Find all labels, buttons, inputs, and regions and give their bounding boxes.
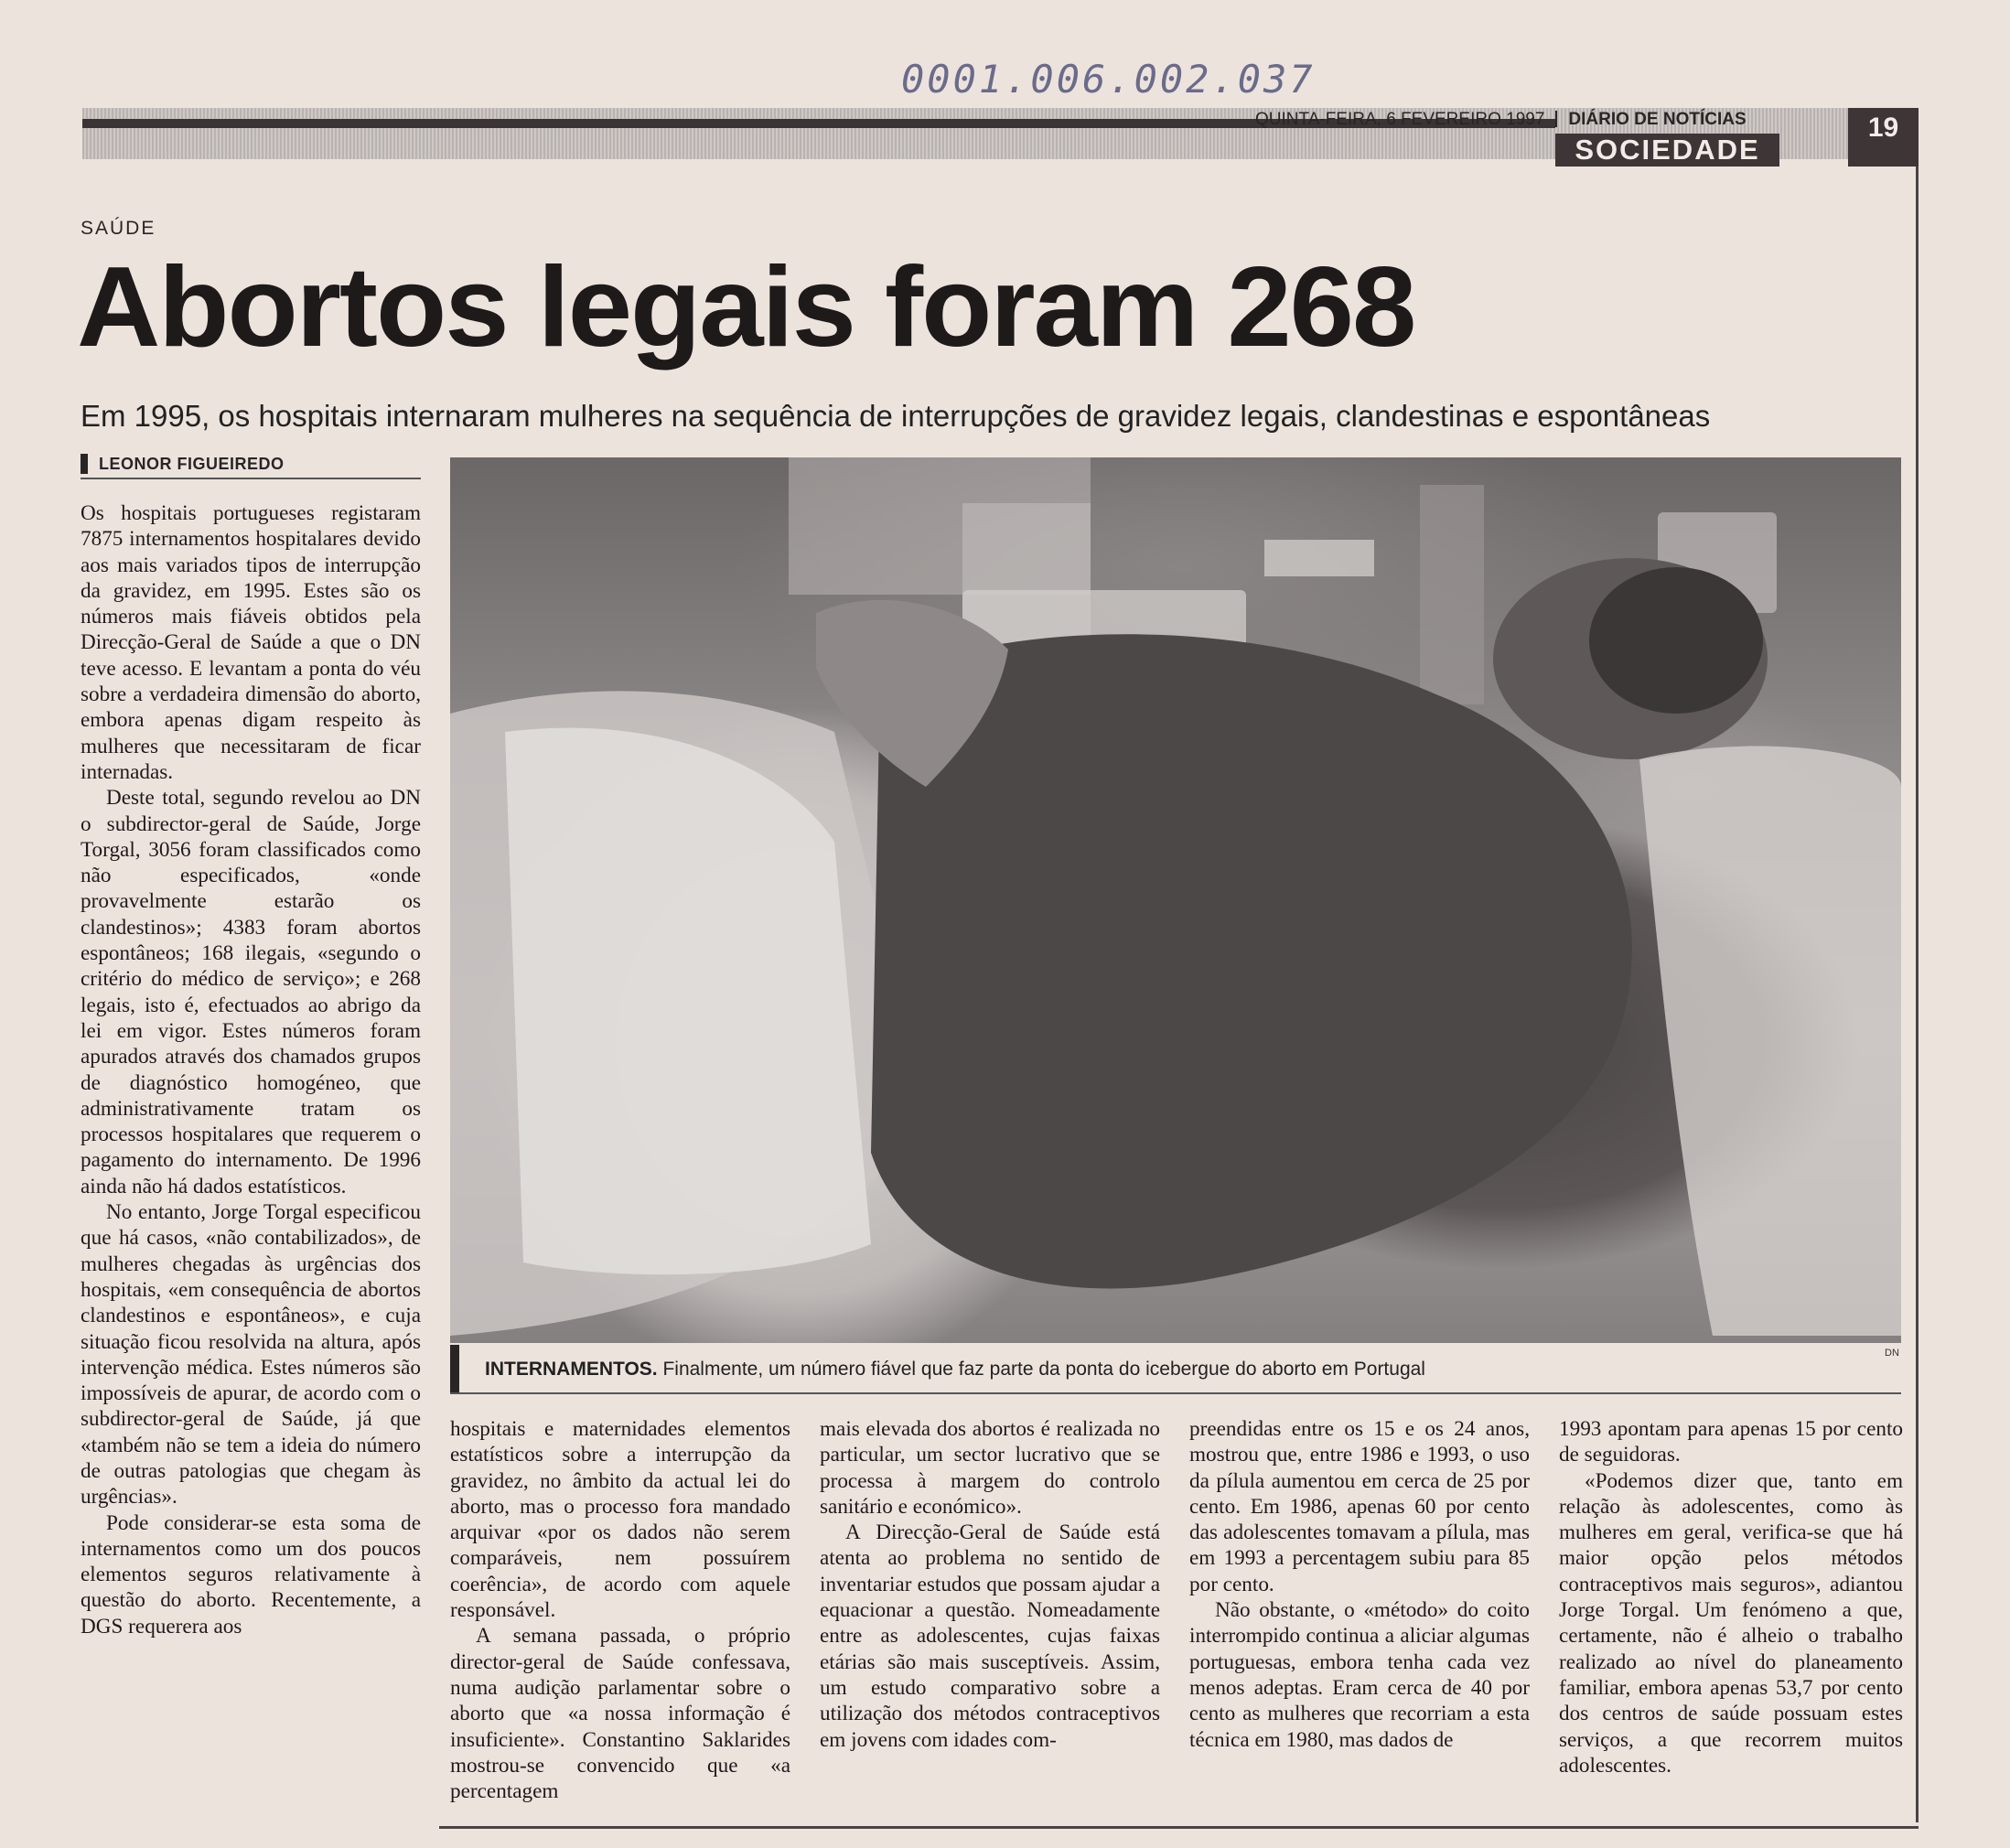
paragraph: Não obstante, o «método» do coito interrompido continua a aliciar algumas portuguesas, embora tenha cada vez menos adeptas. Eram cerca de 40 por cento as mulheres que recorriam a esta técnica em 1980, mas dados de	[1189, 1598, 1530, 1752]
issue-date: QUINTA-FEIRA, 6 FEVEREIRO 1997	[1255, 110, 1545, 129]
photo-credit: DN	[1885, 1348, 1899, 1359]
paragraph: Os hospitais portugueses registaram 7875 internamentos hospitalares devido aos mais variados tipos de interrupção da gravidez, em 1995. Estes são os números mais fiáveis obtidos pela Direcção-Geral de Saúde a que o DN teve acesso. E levantam a ponta do véu sobre a verdadeira dimensão do aborto, embora apenas digam respeito às mulheres que necessitaram de ficar internadas.	[81, 501, 421, 784]
column-rule	[1916, 167, 1919, 1822]
photo-caption	[485, 1359, 1425, 1381]
paragraph: hospitais e maternidades elementos estatísticos sobre a interrupção da gravidez, no âmbito da actual lei do aborto, mas o processo fora mandado arquivar «por os dados não serem comparáveis, nem possuírem coerência», de acordo com aquele responsável.	[450, 1417, 790, 1623]
archive-code: 0001.006.002.037	[901, 57, 1316, 102]
caption-lead: INTERNAMENTOS.	[485, 1359, 658, 1380]
article-column-5	[1559, 1416, 1903, 1778]
paragraph: «Podemos dizer que, tanto em relação às adolescentes, como às mulheres em geral, verifica-se que há maior opção pelos métodos contraceptivos mais seguros», adiantou Jorge Torgal. Um fenómeno a que, certamente, não é alheio o trabalho realizado ao nível do planeamento familiar, embora apenas 53,7 por cento dos centros de saúde possuam estes serviços, a que recorrem muitos adolescentes.	[1559, 1468, 1903, 1778]
paragraph: A Direcção-Geral de Saúde está atenta ao problema no sentido de inventariar estudos que possam ajudar a equacionar a questão. Nomeadamente entre as adolescentes, cujas faixas etárias são mais susceptíveis. Assim, um estudo comparativo sobre a utilização dos métodos contraceptivos em jovens com idades com-	[820, 1520, 1160, 1752]
article-author: LEONOR FIGUEIREDO	[81, 454, 285, 474]
article-kicker: SAÚDE	[81, 218, 156, 239]
article-subheadline: Em 1995, os hospitais internaram mulheres na sequência de interrupções de gravidez legais, clandestinas e espontâneas	[81, 399, 1711, 433]
paragraph: mais elevada dos abortos é realizada no particular, um sector lucrativo que se processa à margem do controlo sanitário e económico».	[820, 1417, 1160, 1519]
article-column-3	[820, 1416, 1160, 1753]
paragraph: preendidas entre os 15 e os 24 anos, mostrou que, entre 1986 e 1993, o uso da pílula aumentou em cerca de 25 por cento. Em 1986, apenas 60 por cento das adolescentes tomavam a pílula, mas em 1993 a percentagem subiu para 85 por cento.	[1189, 1417, 1530, 1596]
paragraph: Pode considerar-se esta soma de internamentos como um dos poucos elementos seguros relativamente à questão do aborto. Recentemente, a DGS requerera aos	[81, 1510, 421, 1638]
page-number: 19	[1848, 108, 1919, 167]
paragraph: A semana passada, o próprio director-geral de Saúde confessava, numa audição parlamentar sobre o aborto que «a nossa informação é insuficiente». Constantino Saklarides mostrou-se convencido que «a percentagem	[450, 1624, 790, 1804]
paragraph: 1993 apontam para apenas 15 por cento de seguidoras.	[1559, 1417, 1903, 1467]
section-label: SOCIEDADE	[1555, 134, 1779, 167]
paragraph: No entanto, Jorge Torgal especificou que há casos, «não contabilizados», de mulheres chegadas às urgências dos hospitais, «em consequência de abortos clandestinos e espontâneos», e cuja situação ficou resolvida na altura, após intervenção médica. Estes números são impossíveis de apurar, de acordo com o subdirector-geral de Saúde, já que «também não se tem a ideia do número de outras patologias que chegam às urgências».	[81, 1200, 421, 1510]
photo-illustration	[450, 457, 1901, 1343]
caption-rule	[450, 1392, 1901, 1394]
article-column-2	[450, 1416, 790, 1804]
newspaper-name: DIÁRIO DE NOTÍCIAS	[1568, 110, 1747, 129]
article-column-4	[1189, 1416, 1530, 1753]
author-rule	[81, 478, 421, 479]
caption-marker	[450, 1345, 459, 1392]
article-photo	[450, 457, 1901, 1343]
paragraph: Deste total, segundo revelou ao DN o subdirector-geral de Saúde, Jorge Torgal, 3056 foram classificados como não especificados, «onde provavelmente estarão os clandestinos»; 4383 foram abortos espontâneos; 168 ilegais, «segundo o critério do médico de serviço»; e 268 legais, isto é, efectuados ao abrigo da lei em vigor. Estes números foram apurados através dos chamados grupos de diagnóstico homogéneo, que administrativamente tratam os processos hospitalares que requerem o pagamento do internamento. De 1996 ainda não há dados estatísticos.	[81, 786, 421, 1198]
article-column-1	[81, 500, 421, 1639]
bottom-rule	[439, 1826, 1919, 1829]
caption-text: Finalmente, um número fiável que faz parte da ponta do icebergue do aborto em Portugal	[657, 1359, 1425, 1380]
header-meta	[1255, 110, 1747, 130]
article-headline: Abortos legais foram 268	[77, 244, 1415, 371]
